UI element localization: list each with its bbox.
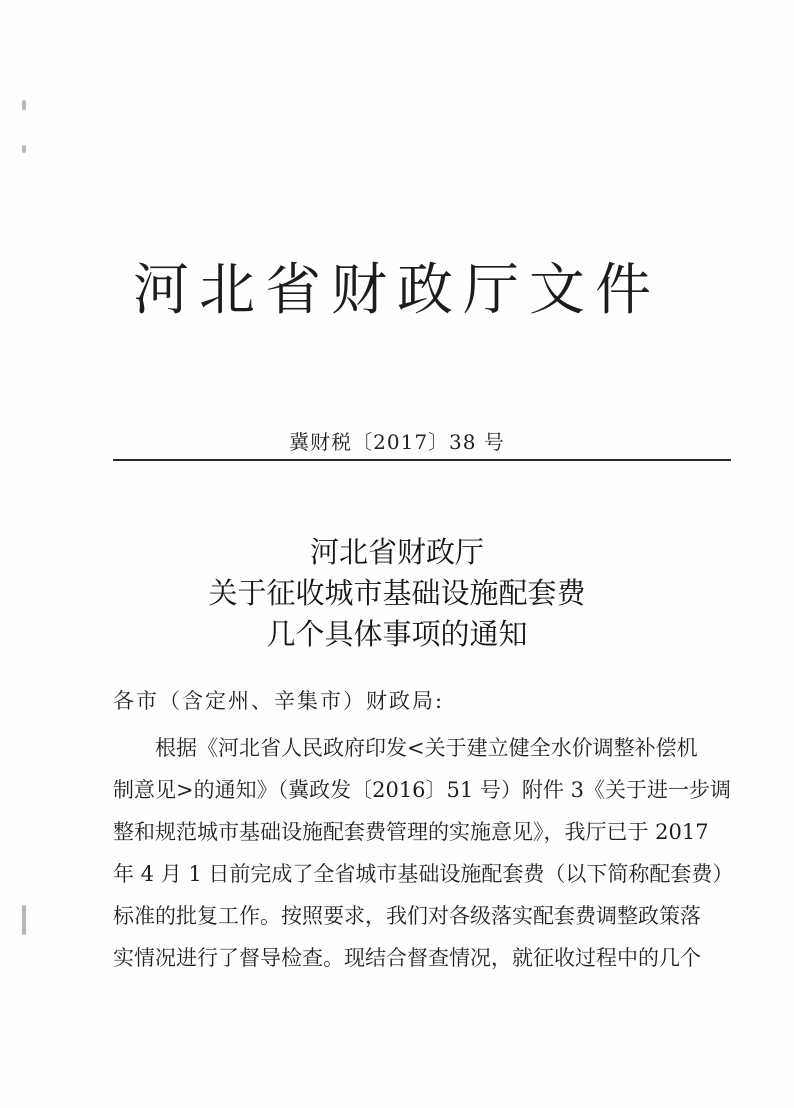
scan-mark-bottom bbox=[22, 905, 26, 935]
body-line-6: 实情况进行了督导检查。现结合督查情况，就征收过程中的几个 bbox=[113, 946, 701, 970]
body-paragraph bbox=[113, 727, 733, 979]
body-line-2: 制意见>的通知》（冀政发〔2016〕51 号）附件 3《关于进一步调 bbox=[113, 778, 731, 802]
scan-mark-top bbox=[22, 100, 26, 110]
document-number: 冀财税〔2017〕38 号 bbox=[289, 430, 505, 454]
salutation: 各市（含定州、辛集市）财政局: bbox=[113, 689, 445, 713]
document-title bbox=[0, 532, 794, 655]
title-line-3: 几个具体事项的通知 bbox=[266, 617, 528, 651]
body-line-3: 整和规范城市基础设施配套费管理的实施意见》，我厅已于 2017 bbox=[113, 820, 709, 844]
body-line-1: 根据《河北省人民政府印发<关于建立健全水价调整补偿机 bbox=[155, 736, 698, 760]
title-line-2: 关于征收城市基础设施配套费 bbox=[208, 576, 586, 610]
header-divider bbox=[113, 459, 731, 461]
body-line-5: 标准的批复工作。按照要求，我们对各级落实配套费调整政策落 bbox=[113, 904, 701, 928]
document-masthead: 河北省财政厅文件 bbox=[133, 258, 661, 323]
title-line-1: 河北省财政厅 bbox=[309, 535, 484, 569]
scan-mark-top-2 bbox=[22, 145, 26, 153]
body-line-4: 年 4 月 1 日前完成了全省城市基础设施配套费（以下简称配套费） bbox=[113, 862, 734, 886]
